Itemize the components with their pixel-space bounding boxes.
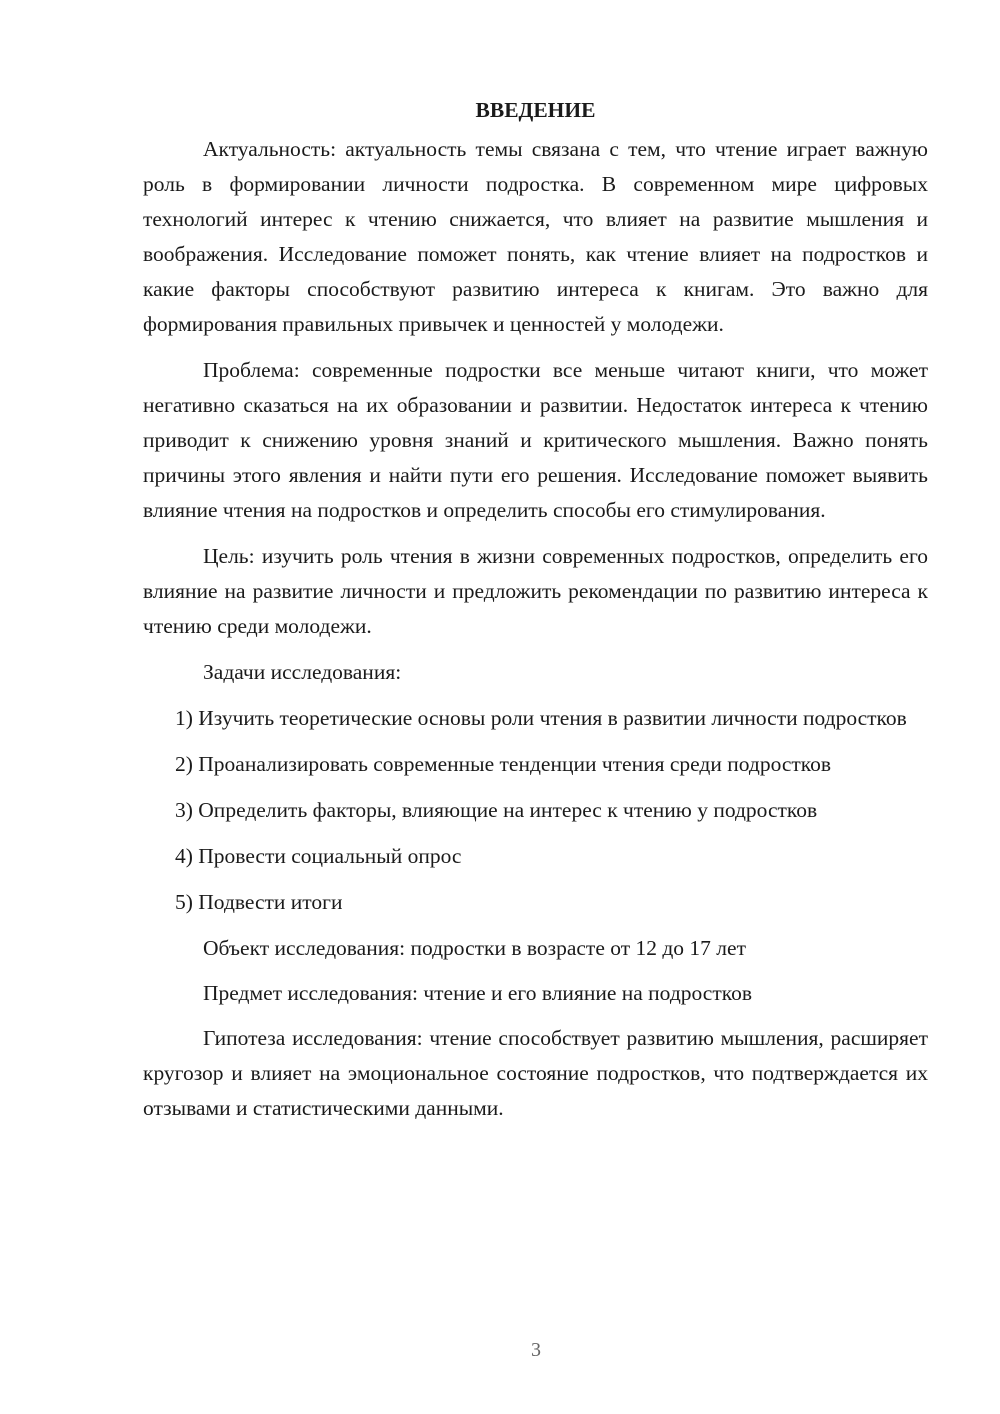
hypothesis-paragraph: Гипотеза исследования: чтение способствует развитию мышления, расширяет кругозор и влияет на эмоциональное состояние подростков, что подтверждается их отзывами и статистическими данными. [143, 1026, 928, 1120]
research-subject: Предмет исследования: чтение и его влияние на подростков [203, 981, 752, 1005]
research-object: Объект исследования: подростки в возрасте от 12 до 17 лет [203, 936, 746, 960]
relevance-paragraph: Актуальность: актуальность темы связана с тем, что чтение играет важную роль в формировании личности подростка. В современном мире цифровых технологий интерес к чтению снижается, что влияет на развитие мышления и воображения. Исследование поможет понять, как чтение влияет на подростков и какие факторы способствуют развитию интереса к книгам. Это важно для формирования правильных привычек и ценностей у молодежи. [143, 137, 928, 336]
task-item: 4) Провести социальный опрос [175, 844, 462, 868]
page-content [143, 93, 928, 1126]
task-item: 2) Проанализировать современные тенденции чтения среди подростков [175, 752, 832, 776]
tasks-heading: Задачи исследования: [203, 660, 402, 684]
task-item: 5) Подвести итоги [175, 890, 343, 914]
tasks-list [143, 701, 928, 920]
problem-paragraph: Проблема: современные подростки все меньше читают книги, что может негативно сказаться на их образовании и развитии. Недостаток интереса к чтению приводит к снижению уровня знаний и критического мышления. Важно понять причины этого явления и найти пути его решения. Исследование поможет выявить влияние чтения на подростков и определить способы его стимулирования. [143, 358, 928, 522]
section-title: ВВЕДЕНИЕ [475, 98, 596, 122]
task-item: 1) Изучить теоретические основы роли чтения в развитии личности подростков [175, 706, 907, 730]
task-item: 3) Определить факторы, влияющие на интерес к чтению у подростков [175, 798, 818, 822]
goal-paragraph: Цель: изучить роль чтения в жизни современных подростков, определить его влияние на развитие личности и предложить рекомендации по развитию интереса к чтению среди молодежи. [143, 544, 928, 638]
page-number: 3 [531, 1339, 541, 1361]
